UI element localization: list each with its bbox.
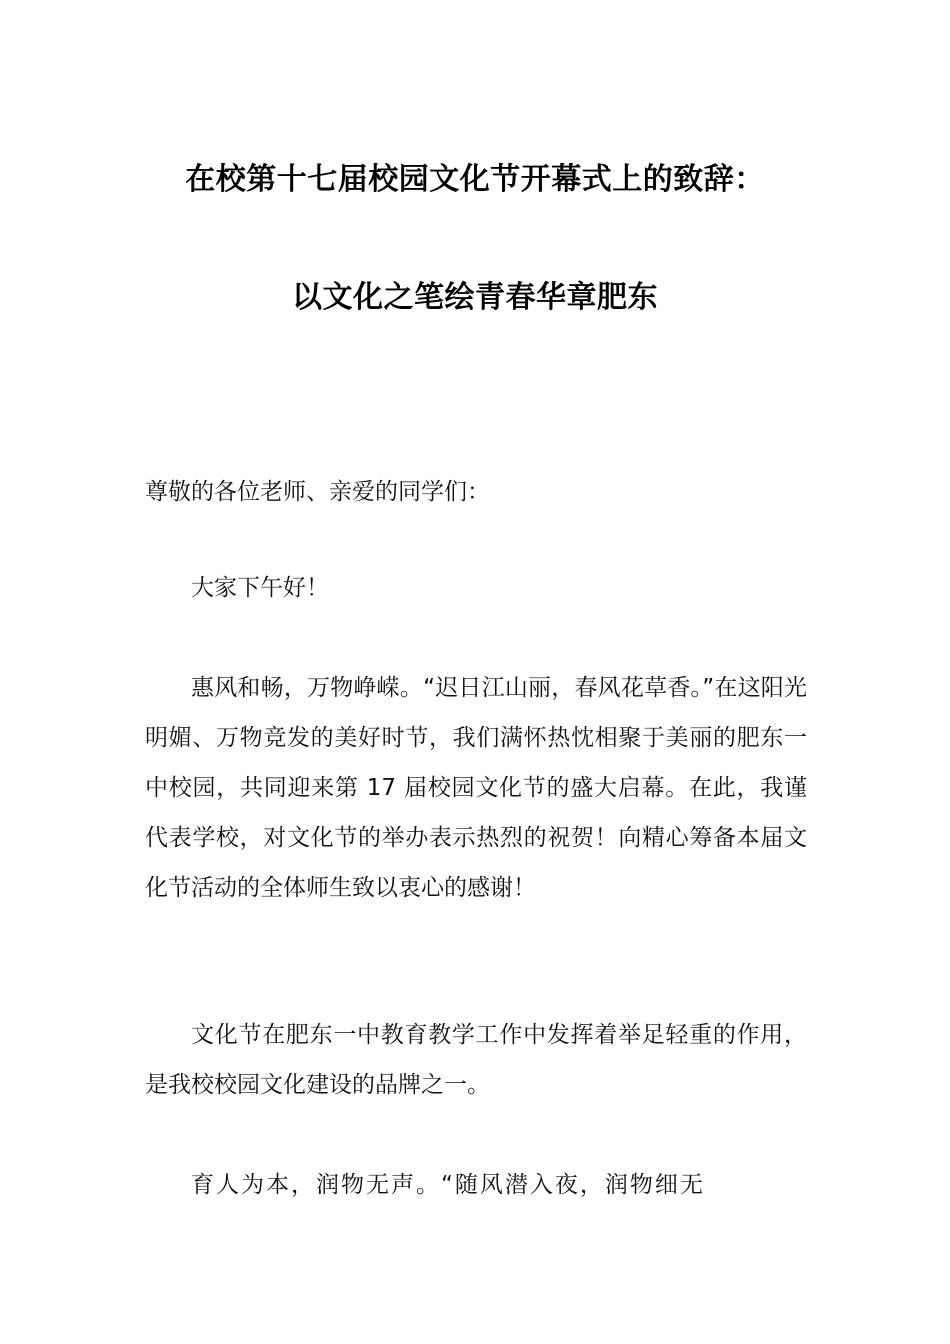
paragraph-1 [145, 663, 807, 913]
paragraph-2 [145, 1010, 807, 1110]
greeting [145, 563, 807, 613]
salutation [145, 467, 807, 517]
document-title-line-2: 以文化之笔绘青春华章肥东 [292, 280, 658, 315]
paragraph-text: 文化节在肥东一中教育教学工作中发挥着举足轻重的作用，是我校校园文化建设的品牌之一。 [145, 1022, 807, 1098]
document-title-line-1: 在校第十七届校园文化节开幕式上的致辞： [185, 162, 765, 197]
paragraph-3 [145, 1160, 807, 1210]
paragraph-text: 育人为本，润物无声。“随风潜入夜，润物细无 [191, 1172, 705, 1198]
greeting-text: 大家下午好！ [191, 575, 329, 601]
salutation-text: 尊敬的各位老师、亲爱的同学们： [145, 479, 490, 505]
paragraph-text: 惠风和畅，万物峥嵘。“迟日江山丽，春风花草香。”在这阳光明媚、万物竞发的美好时节，我们满怀热忱相聚于美丽的肥东一中校园，共同迎来第 17 届校园文化节的盛大启幕。在此，我谨代表学校，对文化节的举办表示热烈的祝贺！向精心筹备本届文化节活动的全体师生致以衷心的感谢！ [145, 675, 807, 901]
